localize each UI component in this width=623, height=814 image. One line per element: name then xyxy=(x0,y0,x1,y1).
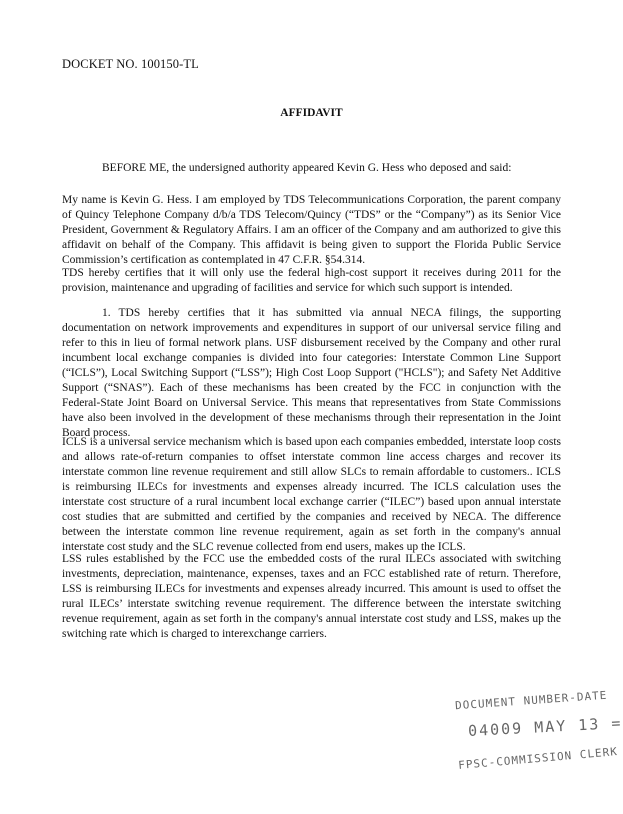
stamp-number-date: 04009 MAY 13 = xyxy=(467,713,623,741)
intro-line: BEFORE ME, the undersigned authority appeared Kevin G. Hess who deposed and said: xyxy=(102,162,512,174)
stamp-document-number-label: DOCUMENT NUMBER-DATE xyxy=(454,688,608,713)
affidavit-title: AFFIDAVIT xyxy=(280,107,343,119)
paragraph-lss: LSS rules established by the FCC use the embedded costs of the rural ILECs associated with switching investments, depreciation, maintenance, expenses, taxes and an FCC established rate of return. Therefore, LSS is reimbursing ILECs for investments and expenses already incurred. This amount is used to offset the rural ILECs’ interstate switching revenue requirement. The difference between the interstate switching revenue requirement, again as set forth in the company's annual interstate cost study and LSS, makes up the switching rate which is charged to interexchange carriers. xyxy=(62,553,561,640)
docket-number: DOCKET NO. 100150-TL xyxy=(62,57,199,71)
paragraph-identity: My name is Kevin G. Hess. I am employed by TDS Telecommunications Corporation, the parent company of Quincy Telephone Company d/b/a TDS Telecom/Quincy (“TDS” or the “Company”) as its Senior Vice President, Government & Regulatory Affairs. I am an officer of the Company and am authorized to give this affidavit on behalf of the Company. This affidavit is being given to support the Florida Public Service Commission’s certification as contemplated in 47 C.F.R. §54.314. xyxy=(62,194,561,266)
stamp-clerk: FPSC-COMMISSION CLERK xyxy=(457,745,619,772)
paragraph-numbered-1: 1. TDS hereby certifies that it has submitted via annual NECA filings, the supporting documentation on network improvements and expenditures in support of our universal service filing and refer to this in lieu of formal network plans. USF disbursement received by the Company and other rural incumbent local exchange companies is divided into four categories: Interstate Common Line Support (“ICLS”), Local Switching Support (“LSS”); High Cost Loop Support ("HCLS"); and Safety Net Additive Support (“SNAS”). Each of these mechanisms has been created by the FCC in conjunction with the Federal-State Joint Board on Universal Service. This means that representatives from State Commissions have also been involved in the development of these mechanisms through their representation in the Joint Board process. xyxy=(62,307,561,439)
paragraph-certification: TDS hereby certifies that it will only use the federal high-cost support it receives during 2011 for the provision, maintenance and upgrading of facilities and service for which such support is intended. xyxy=(62,267,561,294)
paragraph-icls: ICLS is a universal service mechanism which is based upon each companies embedded, interstate loop costs and allows rate-of-return companies to offset interstate common line access charges and recover its interstate common line revenue requirement and still allow SLCs to remain affordable to customers.. ICLS is reimbursing ILECs for investments and expenses already incurred. The ICLS calculation uses the interstate cost structure of a rural incumbent local exchange carrier (“ILEC”) based upon annual interstate cost studies that are submitted and certified by the companies and received by NECA. The difference between the interstate common line revenue requirement, again as set forth in the company's annual interstate cost study and the SLC revenue collected from end users, makes up the ICLS. xyxy=(62,436,561,553)
